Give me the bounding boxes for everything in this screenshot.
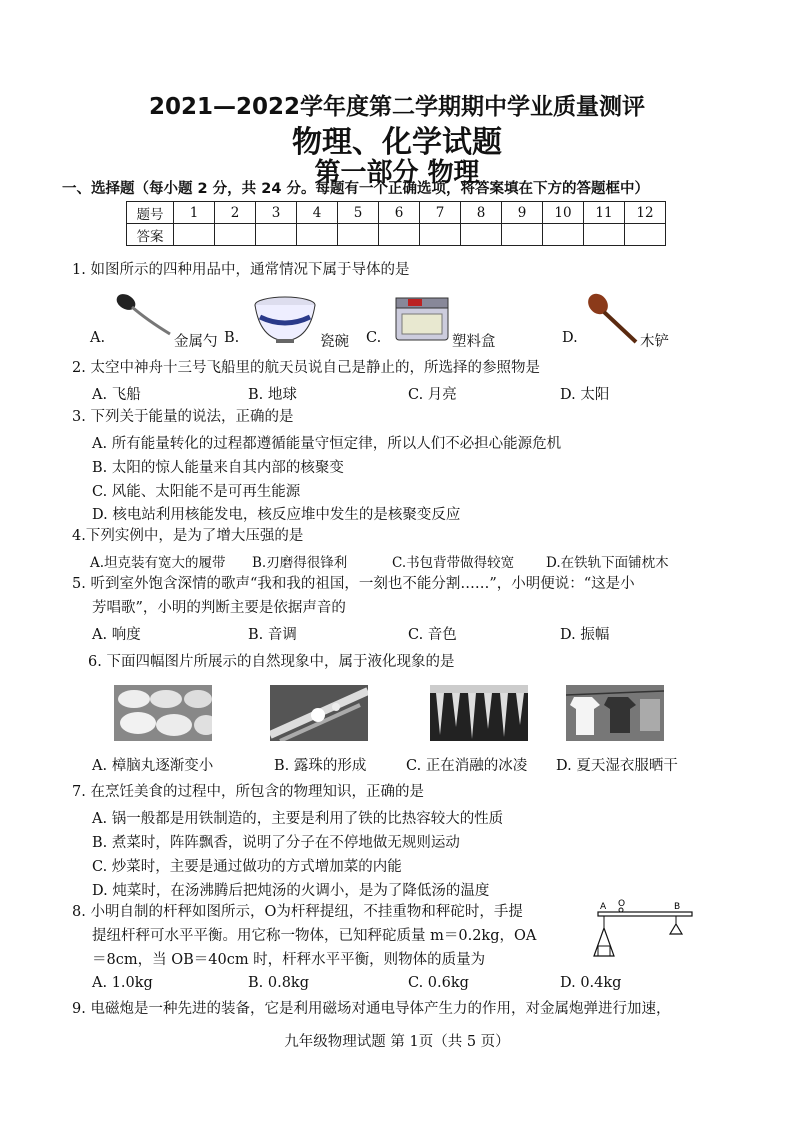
q9-stem: 9. 电磁炮是一种先进的装备，它是利用磁场对通电导体产生力的作用，对金属炮弹进行加速，	[72, 1001, 671, 1017]
label-o: O	[618, 899, 626, 909]
answer-cell[interactable]	[461, 224, 502, 246]
question-number: 10	[543, 202, 584, 224]
section-heading: 一、选择题（每小题 2 分，共 24 分。每题有一个正确选项，将答案填在下方的答题框中）	[62, 181, 649, 197]
q5-option-b: B. 音调	[248, 627, 297, 643]
q1-option-b-letter: B.	[224, 330, 240, 346]
q3-option-a: A. 所有能量转化的过程都遵循能量守恒定律，所以人们不必担心能源危机	[92, 436, 562, 452]
mothball-photo-icon	[114, 685, 212, 741]
wooden-spatula-icon	[586, 292, 640, 344]
answer-cell[interactable]	[625, 224, 666, 246]
q6-option-a: A. 樟脑丸逐渐变小	[92, 758, 214, 774]
answer-cell[interactable]	[502, 224, 543, 246]
answer-cell[interactable]	[420, 224, 461, 246]
icicle-photo-icon	[430, 685, 528, 741]
q4-option-c: C.书包背带做得较宽	[392, 555, 515, 571]
q3-option-d: D. 核电站利用核能发电，核反应堆中发生的是核聚变反应	[92, 507, 461, 523]
steelyard-diagram	[592, 898, 704, 960]
label-a: A	[600, 902, 607, 912]
porcelain-bowl-icon	[252, 295, 318, 345]
q1-option-d-text: 木铲	[640, 334, 669, 350]
q1-option-b-text: 瓷碗	[320, 334, 349, 350]
label-b: B	[674, 902, 681, 912]
q4-stem: 4.下列实例中，是为了增大压强的是	[72, 528, 304, 544]
q3-stem: 3. 下列关于能量的说法，正确的是	[72, 409, 294, 425]
counterweight	[670, 924, 682, 934]
q6-option-d: D. 夏天湿衣服晒干	[556, 758, 678, 774]
q5-option-a: A. 响度	[92, 627, 141, 643]
answer-cell[interactable]	[584, 224, 625, 246]
question-number: 9	[502, 202, 543, 224]
metal-spoon-icon	[112, 290, 174, 342]
q5-option-c: C. 音色	[408, 627, 457, 643]
q6-stem: 6. 下面四幅图片所展示的自然现象中，属于液化现象的是	[88, 654, 455, 670]
object-box	[598, 946, 610, 956]
q5-stem-line2: 芳唱歌”，小明的判断主要是依据声音的	[92, 600, 346, 616]
q1-option-a-text: 金属勺	[174, 334, 218, 350]
q6-option-c: C. 正在消融的冰凌	[406, 758, 528, 774]
question-number: 1	[174, 202, 215, 224]
table-row-label: 答案	[127, 224, 174, 246]
q7-option-c: C. 炒菜时，主要是通过做功的方式增加菜的内能	[92, 859, 402, 875]
q4-option-a: A.坦克装有宽大的履带	[90, 555, 226, 571]
question-number: 8	[461, 202, 502, 224]
q8-stem-line2: 提纽杆秤可水平平衡。用它称一物体，已知秤砣质量 m＝0.2kg，OA	[92, 928, 537, 944]
exam-part: 第一部分 物理	[314, 158, 480, 188]
q7-option-a: A. 锅一般都是用铁制造的，主要是利用了铁的比热容较大的性质	[92, 811, 504, 827]
q4-option-b: B.刃磨得很锋利	[252, 555, 348, 571]
q8-stem-line1: 8. 小明自制的杆秤如图所示，O为杆秤提纽，不挂重物和秤砣时，手提	[72, 904, 523, 920]
question-number: 7	[420, 202, 461, 224]
question-number: 12	[625, 202, 666, 224]
q3-option-c: C. 风能、太阳能不是可再生能源	[92, 484, 301, 500]
q3-option-b: B. 太阳的惊人能量来自其内部的核聚变	[92, 460, 344, 476]
q2-stem: 2. 太空中神舟十三号飞船里的航天员说自己是静止的，所选择的参照物是	[72, 360, 540, 376]
question-number: 3	[256, 202, 297, 224]
q5-option-d: D. 振幅	[560, 627, 610, 643]
q7-stem: 7. 在烹饪美食的过程中，所包含的物理知识，正确的是	[72, 784, 424, 800]
answer-cell[interactable]	[256, 224, 297, 246]
answer-cell[interactable]	[215, 224, 256, 246]
answer-cell[interactable]	[174, 224, 215, 246]
q8-option-c: C. 0.6kg	[408, 975, 469, 991]
answer-cell[interactable]	[379, 224, 420, 246]
plastic-box-icon	[394, 296, 452, 344]
table-row	[127, 224, 666, 246]
question-number: 2	[215, 202, 256, 224]
q8-stem-line3: ＝8cm，当 OB＝40cm 时，杆秤水平平衡，则物体的质量为	[92, 952, 486, 968]
q2-option-a: A. 飞船	[92, 387, 141, 403]
q2-option-d: D. 太阳	[560, 387, 610, 403]
q1-option-a-letter: A.	[90, 330, 106, 346]
answer-cell[interactable]	[338, 224, 379, 246]
table-row-label: 题号	[127, 202, 174, 224]
answer-cell[interactable]	[297, 224, 338, 246]
q2-option-c: C. 月亮	[408, 387, 457, 403]
q6-option-b: B. 露珠的形成	[274, 758, 367, 774]
q5-stem-line1: 5. 听到室外饱含深情的歌声“我和我的祖国，一刻也不能分割……”，小明便说：“这是小	[72, 576, 635, 592]
answer-cell[interactable]	[543, 224, 584, 246]
q1-option-c-letter: C.	[366, 330, 382, 346]
q7-option-b: B. 煮菜时，阵阵飘香，说明了分子在不停地做无规则运动	[92, 835, 460, 851]
q1-option-c-text: 塑料盒	[452, 334, 496, 350]
table-row	[127, 202, 666, 224]
question-number: 4	[297, 202, 338, 224]
exam-subject: 物理、化学试题	[292, 125, 502, 160]
dewdrop-photo-icon	[270, 685, 368, 741]
question-number: 11	[584, 202, 625, 224]
question-number: 6	[379, 202, 420, 224]
q2-option-b: B. 地球	[248, 387, 297, 403]
q8-option-d: D. 0.4kg	[560, 975, 622, 991]
question-number: 5	[338, 202, 379, 224]
answer-table	[126, 201, 666, 246]
q8-option-b: B. 0.8kg	[248, 975, 310, 991]
drying-clothes-photo-icon	[566, 685, 664, 741]
q1-stem: 1. 如图所示的四种用品中，通常情况下属于导体的是	[72, 262, 410, 278]
object-triangle	[594, 928, 614, 956]
q7-option-d: D. 炖菜时，在汤沸腾后把炖汤的火调小，是为了降低汤的温度	[92, 883, 490, 899]
page-footer: 九年级物理试题 第 1页（共 5 页）	[284, 1034, 510, 1050]
exam-title: 2021—2022学年度第二学期期中学业质量测评	[148, 94, 646, 120]
q4-option-d: D.在铁轨下面铺枕木	[546, 555, 669, 571]
q8-option-a: A. 1.0kg	[92, 975, 153, 991]
steelyard-bar	[598, 912, 692, 916]
q1-option-d-letter: D.	[562, 330, 578, 346]
